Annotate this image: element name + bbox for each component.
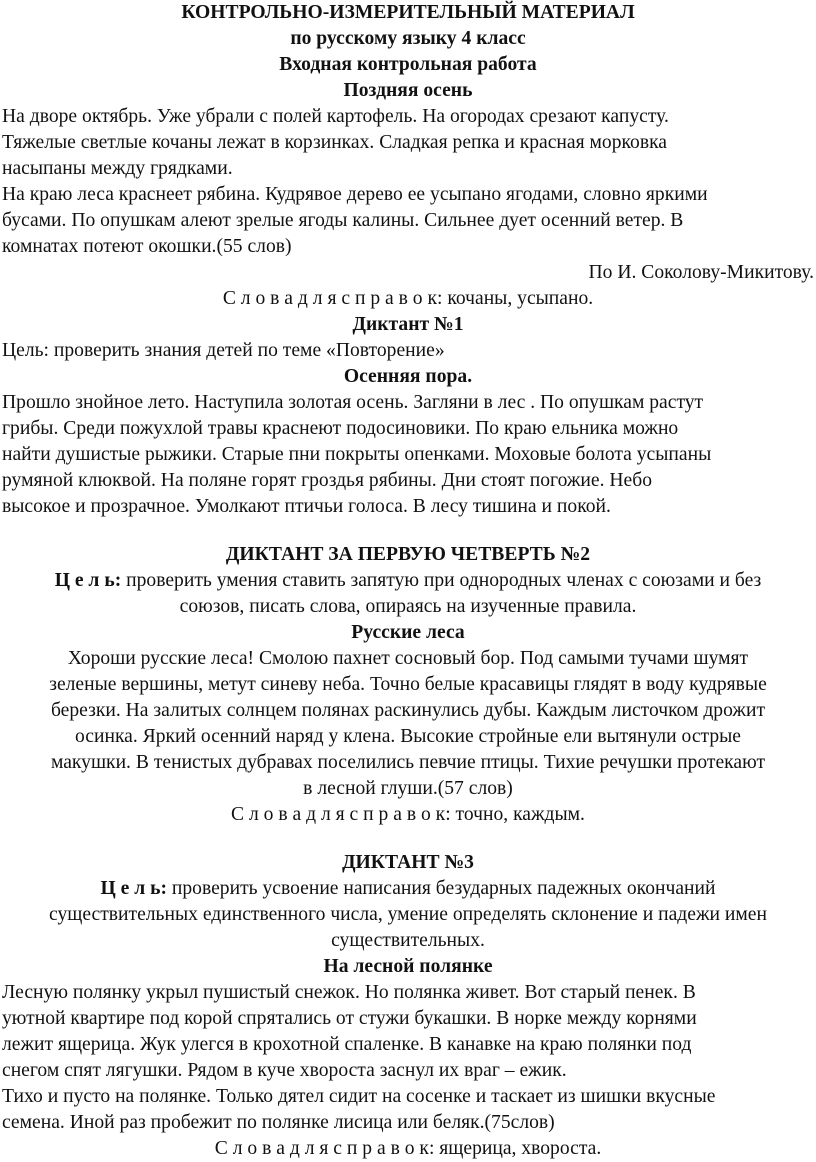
goal-label: Ц е л ь: — [54, 570, 122, 591]
dictation2-line: макушки. В тенистых дубравах поселились певчие птицы. Тихие речушки протекают — [50, 752, 766, 773]
text1-line: комнатах потеют окошки.(55 слов) — [2, 236, 292, 257]
dictation2-title: ДИКТАНТ ЗА ПЕРВУЮ ЧЕТВЕРТЬ №2 — [225, 544, 591, 565]
dictation1-line: Прошло знойное лето. Наступила золотая осень. Загляни в лес . По опушкам растут — [2, 392, 704, 413]
text1-line: насыпаны между грядками. — [2, 158, 233, 179]
dictation2-line: осинка. Яркий осенний наряд у клена. Высокие стройные ели вытянули острые — [75, 726, 741, 747]
dictation1-line: грибы. Среди пожухлой травы краснеют подосиновики. По краю ельника можно — [2, 418, 679, 439]
doc-title: КОНТРОЛЬНО-ИЗМЕРИТЕЛЬНЫЙ МАТЕРИАЛ — [181, 2, 635, 23]
dictation1-line: найти душистые рыжики. Старые пни покрыты опенками. Моховые болота усыпаны — [2, 444, 712, 465]
dictation3-reference — [2, 1136, 814, 1162]
text1-line: Тяжелые светлые кочаны лежат в корзинках. Сладкая репка и красная морковка — [2, 132, 668, 153]
dictation1-subtitle: Осенняя пора. — [343, 366, 473, 387]
reference-words: кочаны, усыпано. — [442, 288, 594, 309]
reference-words: точно, каждым. — [450, 804, 585, 825]
dictation3-goal-cont: существительных. — [331, 930, 485, 951]
doc-subject: по русскому языку 4 класс — [290, 28, 526, 49]
section-spacer — [2, 520, 814, 542]
goal-label: Ц е л ь: — [100, 878, 167, 899]
dictation2-reference — [2, 802, 814, 828]
goal-text: проверить умения ставить запятую при однородных членах с союзами и без — [121, 570, 762, 591]
reference-label: С л о в а д л я с п р а в о к: — [231, 804, 451, 825]
dictation2-goal-cont: союзов, писать слова, опираясь на изученные правила. — [179, 596, 637, 617]
dictation3-line: Лесную полянку укрыл пушистый снежок. Но полянка живет. Вот старый пенек. В — [2, 982, 696, 1003]
dictation3-line: снегом спят лягушки. Рядом в куче хвороста заснул их враг – ежик. — [2, 1060, 567, 1081]
dictation2-line: в лесной глуши.(57 слов) — [303, 778, 513, 799]
dictation2-line: березки. На залитых солнцем полянах раскинулись дубы. Каждым листочком дрожит — [50, 700, 766, 721]
text1-author: По И. Соколову-Микитову. — [588, 262, 814, 283]
dictation1-line: румяной клюквой. На поляне горят гроздья рябины. Дни стоят погожие. Небо — [2, 470, 653, 491]
dictation2-subtitle: Русские леса — [351, 622, 465, 643]
dictation3-line: лежит ящерица. Жук улегся в крохотной спаленке. В канавке на краю полянки под — [2, 1034, 692, 1055]
reference-label: С л о в а д л я с п р а в о к: — [214, 1138, 435, 1159]
dictation3-line: уютной квартире под корой спрятались от стужи букашки. В норке между корнями — [2, 1008, 697, 1029]
dictation3-title: ДИКТАНТ №3 — [342, 852, 474, 873]
text1-title: Поздняя осень — [343, 80, 473, 101]
doc-work-type: Входная контрольная работа — [279, 54, 537, 75]
dictation3-subtitle: На лесной полянке — [323, 956, 493, 977]
dictation2-line: Хороши русские леса! Смолою пахнет сосновый бор. Под самыми тучами шумят — [67, 648, 749, 669]
dictation1-line: высокое и прозрачное. Умолкают птичьи голоса. В лесу тишина и покой. — [2, 496, 611, 517]
dictation1-title: Диктант №1 — [352, 314, 464, 335]
section-spacer — [2, 828, 814, 850]
dictation2-line: зеленые вершины, метут синеву неба. Точно белые красавицы глядят в воду кудрявые — [49, 674, 767, 695]
text1-line: бусами. По опушкам алеют зрелые ягоды калины. Сильнее дует осенний ветер. В — [2, 210, 684, 231]
text1-line: На дворе октябрь. Уже убрали с полей картофель. На огородах срезают капусту. — [2, 106, 669, 127]
reference-words: ящерица, хвороста. — [434, 1138, 602, 1159]
dictation3-goal-cont: существительных единственного числа, умение определять склонение и падежи имен — [49, 904, 767, 925]
text1-line: На краю леса краснеет рябина. Кудрявое дерево ее усыпано ягодами, словно яркими — [2, 184, 708, 205]
dictation1-goal: Цель: проверить знания детей по теме «Повторение» — [2, 340, 445, 361]
dictation3-goal — [2, 876, 814, 902]
text1-reference — [2, 286, 814, 312]
dictation3-line: Тихо и пусто на полянке. Только дятел сидит на сосенке и таскает из шишки вкусные — [2, 1086, 716, 1107]
goal-text: проверить усвоение написания безударных падежных окончаний — [167, 878, 716, 899]
dictation3-line: семена. Иной раз пробежит по полянке лисица или беляк.(75слов) — [2, 1112, 555, 1133]
reference-label: С л о в а д л я с п р а в о к: — [222, 288, 443, 309]
dictation2-goal — [2, 568, 814, 594]
